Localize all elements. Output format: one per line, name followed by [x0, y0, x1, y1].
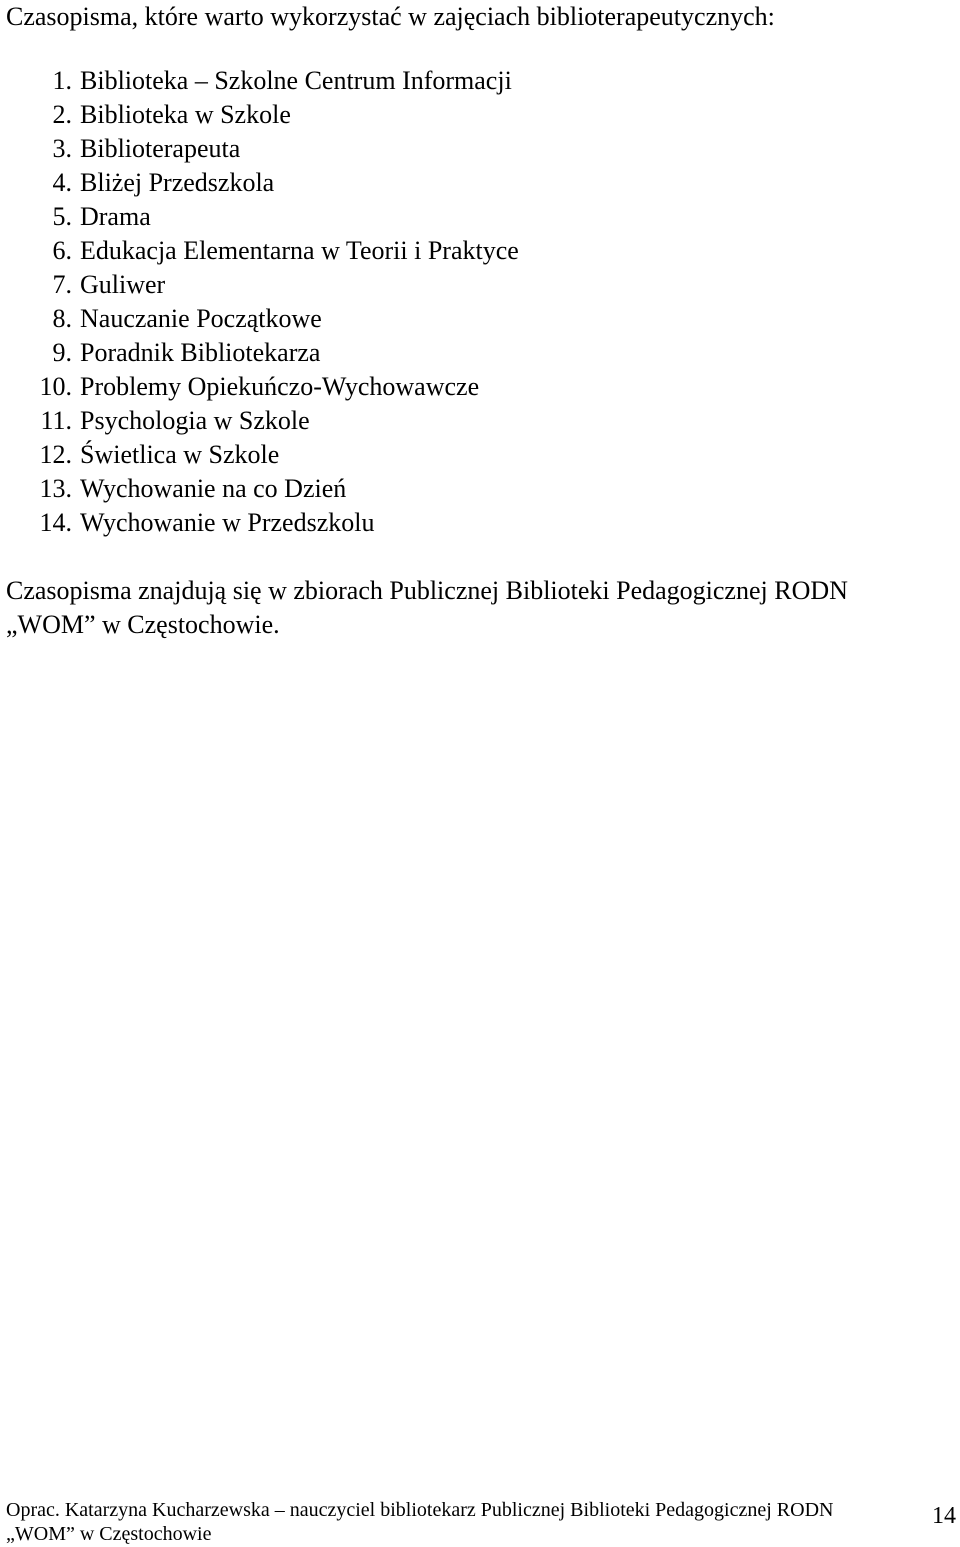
- list-item-title: Problemy Opiekuńczo-Wychowawcze: [80, 372, 480, 401]
- document-heading: Czasopisma, które warto wykorzystać w zajęciach biblioterapeutycznych:: [6, 2, 775, 31]
- list-item-number: 5.: [52, 202, 72, 231]
- footer-author: [6, 1498, 886, 1546]
- list-item-title: Biblioteka w Szkole: [80, 100, 291, 129]
- footer-line: „WOM” w Częstochowie: [6, 1523, 212, 1545]
- list-item-title: Biblioteka – Szkolne Centrum Informacji: [80, 66, 512, 95]
- location-note-line: „WOM” w Częstochowie.: [6, 610, 280, 639]
- page-number: 14: [932, 1503, 956, 1529]
- location-note: [6, 574, 960, 642]
- list-item-number: 1.: [52, 66, 72, 95]
- page-footer: [6, 1498, 956, 1546]
- list-item-title: Wychowanie na co Dzień: [80, 474, 347, 503]
- list-item-number: 4.: [52, 168, 72, 197]
- list-item-number: 8.: [52, 304, 72, 333]
- list-item-number: 11.: [40, 406, 72, 435]
- list-item-title: Guliwer: [80, 270, 166, 299]
- list-item-title: Biblioterapeuta: [80, 134, 241, 163]
- list-item-title: Edukacja Elementarna w Teorii i Praktyce: [80, 236, 519, 265]
- list-item-number: 3.: [52, 134, 72, 163]
- list-item-number: 13.: [39, 474, 72, 503]
- list-item-number: 14.: [39, 508, 72, 537]
- list-item-title: Bliżej Przedszkola: [80, 168, 275, 197]
- list-item-number: 7.: [52, 270, 72, 299]
- list-item-number: 12.: [39, 440, 72, 469]
- list-item-title: Nauczanie Początkowe: [80, 304, 322, 333]
- list-item-number: 2.: [52, 100, 72, 129]
- footer-line: Oprac. Katarzyna Kucharzewska – nauczyciel bibliotekarz Publicznej Biblioteki Pedagogicznej RODN: [6, 1499, 834, 1521]
- list-item-title: Poradnik Bibliotekarza: [80, 338, 321, 367]
- list-item-title: Wychowanie w Przedszkolu: [80, 508, 375, 537]
- list-item-title: Psychologia w Szkole: [80, 406, 310, 435]
- list-item-number: 9.: [52, 338, 72, 367]
- location-note-line: Czasopisma znajdują się w zbiorach Publicznej Biblioteki Pedagogicznej RODN: [6, 576, 848, 605]
- list-item-number: 10.: [39, 372, 72, 401]
- list-item-number: 6.: [52, 236, 72, 265]
- list-item-title: Świetlica w Szkole: [80, 440, 280, 469]
- list-item-title: Drama: [80, 202, 151, 231]
